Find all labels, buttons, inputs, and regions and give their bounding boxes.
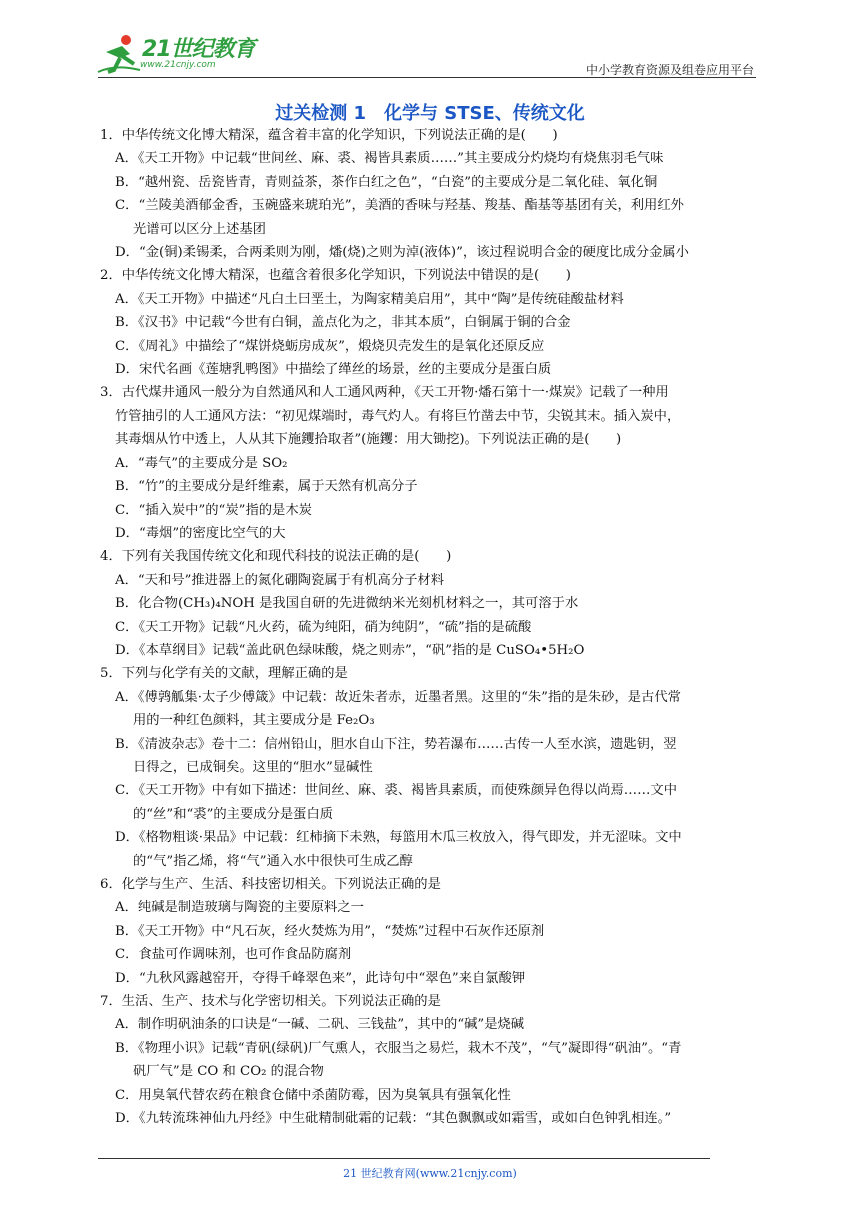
stem-line: 1．中华传统文化博大精深，蕴含着丰富的化学知识，下列说法正确的是( ) — [100, 128, 558, 143]
option-line: 光谱可以区分上述基团 — [133, 221, 266, 237]
option-C[interactable] — [100, 943, 760, 966]
option-A[interactable] — [100, 288, 760, 311]
question-stem — [100, 990, 760, 1013]
page-footer[interactable]: 21 世纪教育网(www.21cnjy.com) — [343, 1167, 517, 1180]
option-line: D．宋代名画《莲塘乳鸭图》中描绘了缂丝的场景，丝的主要成分是蛋白质 — [115, 362, 552, 378]
option-line: B．《天工开物》中“凡石灰，经火焚炼为用”，“焚炼”过程中石灰作还原剂 — [115, 923, 545, 939]
question-4 — [100, 545, 760, 662]
option-C[interactable] — [100, 779, 760, 826]
logo-text: 21世纪教育 — [142, 37, 255, 62]
header-divider — [98, 77, 756, 78]
option-line: 用的一种红色颜料，其主要成分是 Fe₂O₃ — [133, 713, 375, 729]
option-A[interactable] — [100, 686, 760, 733]
stem-line: 7．生活、生产、技术与化学密切相关。下列说法正确的是 — [100, 994, 441, 1010]
option-line: C．“插入炭中”的“炭”指的是木炭 — [115, 502, 312, 518]
option-line: B．《物理小识》记载“青矾(绿矾)厂气熏人，衣服当之易烂，栽木不茂”，“气”凝即得“矾油”。“青 — [115, 1040, 682, 1056]
option-D[interactable] — [100, 241, 760, 264]
question-2 — [100, 264, 760, 381]
option-C[interactable] — [100, 616, 760, 639]
option-line: A．纯碱是制造玻璃与陶瓷的主要原料之一 — [115, 900, 364, 916]
option-B[interactable] — [100, 171, 760, 194]
option-B[interactable] — [100, 592, 760, 615]
option-A[interactable] — [100, 569, 760, 592]
option-line: A．《天工开物》中记载“世间丝、麻、裘、褐皆具素质……”其主要成分灼烧均有烧焦羽毛气味 — [115, 151, 664, 167]
option-D[interactable] — [100, 1107, 760, 1130]
question-3 — [100, 381, 760, 545]
option-D[interactable] — [100, 826, 760, 873]
option-C[interactable] — [100, 194, 760, 241]
site-logo[interactable] — [96, 32, 266, 78]
option-line: B．《清波杂志》卷十二：信州铅山，胆水自山下注，势若瀑布……古传一人至水滨，遗匙钥，翌 — [115, 736, 677, 752]
question-stem — [100, 381, 760, 451]
option-A[interactable] — [100, 896, 760, 919]
option-line: C．《天工开物》中有如下描述：世间丝、麻、裘、褐皆具素质，而使殊颜异色得以尚焉……文中 — [115, 783, 677, 799]
option-line: A．“毒气”的主要成分是 SO₂ — [115, 455, 288, 471]
stem-line: 2．中华传统文化博大精深，也蕴含着很多化学知识，下列说法中错误的是( ) — [100, 268, 571, 284]
option-line: A．“天和号”推进器上的氮化硼陶瓷属于有机高分子材料 — [115, 572, 445, 588]
option-line: D．《格物粗谈·果品》中记载：红柿摘下未熟，每篮用木瓜三枚放入，得气即发，并无涩味。文中 — [115, 830, 682, 846]
option-line: 的“气”指乙烯，将“气”通入水中很快可生成乙醇 — [133, 853, 413, 869]
question-stem — [100, 662, 760, 685]
option-line: 矾厂气”是 CO 和 CO₂ 的混合物 — [133, 1064, 324, 1080]
option-line: B．《汉书》中记载“今世有白铜，盖点化为之，非其本质”，白铜属于铜的合金 — [115, 315, 571, 331]
stem-line: 6．化学与生产、生活、科技密切相关。下列说法正确的是 — [100, 877, 441, 892]
option-A[interactable] — [100, 1013, 760, 1036]
option-line: A．《天工开物》中描述“凡白土曰垩土，为陶家精美启用”，其中“陶”是传统硅酸盐材料 — [115, 291, 624, 307]
option-line: C．食盐可作调味剂，也可作食品防腐剂 — [115, 947, 352, 963]
runner-logo-icon — [96, 34, 142, 74]
option-D[interactable] — [100, 522, 760, 545]
question-7 — [100, 990, 760, 1130]
question-list — [100, 124, 760, 1130]
option-A[interactable] — [100, 452, 760, 475]
question-stem — [100, 545, 760, 568]
stem-line: 其毒烟从竹中透上，人从其下施钁拾取者”(施钁：用大锄挖)。下列说法正确的是( ) — [115, 432, 622, 448]
option-line: D．《本草纲目》记载“盖此矾色绿味酸，烧之则赤”，“矾”指的是 CuSO₄•5H₂O — [115, 642, 585, 658]
option-D[interactable] — [100, 967, 760, 990]
question-1 — [100, 124, 760, 264]
stem-line: 5．下列与化学有关的文献，理解正确的是 — [100, 666, 348, 682]
question-stem — [100, 124, 760, 147]
option-line: D．“金(铜)柔锡柔，合两柔则为刚，燔(烧)之则为淖(液体)”，该过程说明合金的硬度比成分金属小 — [115, 245, 689, 261]
question-stem — [100, 264, 760, 287]
option-A[interactable] — [100, 147, 760, 170]
option-line: D．“九秋风露越窑开，夺得千峰翠色来”，此诗句中“翠色”来自氯酸钾 — [115, 970, 526, 986]
stem-line: 竹管抽引的人工通风方法：“初见煤端时，毒气灼人。有将巨竹凿去中节，尖锐其末。插入炭中， — [115, 408, 681, 424]
footer-divider — [98, 1158, 710, 1159]
page-header — [0, 0, 860, 80]
option-B[interactable] — [100, 475, 760, 498]
option-B[interactable] — [100, 733, 760, 780]
logo-url: www.21cnjy.com — [140, 60, 216, 70]
question-5 — [100, 662, 760, 873]
question-stem — [100, 873, 760, 896]
question-6 — [100, 873, 760, 990]
option-B[interactable] — [100, 311, 760, 334]
option-line: B．化合物(CH₃)₄NOH 是我国自研的先进微纳米光刻机材料之一，其可溶于水 — [115, 596, 579, 612]
option-line: C．《天工开物》记载“凡火药，硫为纯阳，硝为纯阴”，“硫”指的是硫酸 — [115, 619, 532, 635]
option-line: A．《傅鹑觚集·太子少傅箴》中记载：故近朱者赤，近墨者黑。这里的“朱”指的是朱砂，是古代常 — [115, 689, 681, 705]
option-D[interactable] — [100, 639, 760, 662]
option-B[interactable] — [100, 1037, 760, 1084]
option-line: B．“竹”的主要成分是纤维素，属于天然有机高分子 — [115, 479, 418, 495]
platform-name: 中小学教育资源及组卷应用平台 — [585, 63, 754, 77]
option-D[interactable] — [100, 358, 760, 381]
option-line: 的“丝”和“裘”的主要成分是蛋白质 — [133, 806, 334, 822]
page-title: 过关检测 1 化学与 STSE、传统文化 — [275, 103, 585, 124]
option-line: C．“兰陵美酒郁金香，玉碗盛来琥珀光”，美酒的香味与羟基、羧基、酯基等基团有关，利用红外 — [115, 198, 684, 214]
option-C[interactable] — [100, 499, 760, 522]
option-line: C．用臭氧代替农药在粮食仓储中杀菌防霉，因为臭氧具有强氧化性 — [115, 1087, 511, 1103]
option-line: D．“毒烟”的密度比空气的大 — [115, 525, 286, 541]
option-line: 日得之，已成铜矣。这里的“胆水”显碱性 — [133, 759, 373, 775]
stem-line: 3．古代煤井通风一般分为自然通风和人工通风两种，《天工开物·燔石第十一·煤炭》记载了一种用 — [100, 385, 669, 401]
option-C[interactable] — [100, 335, 760, 358]
option-line: D．《九转流珠神仙九丹经》中生砒精制砒霜的记载：“其色飘飘或如霜雪，或如白色钟乳相连。” — [115, 1111, 672, 1127]
option-line: B．“越州瓷、岳瓷皆青，青则益茶，茶作白红之色”，“白瓷”的主要成分是二氧化硅、氧化铜 — [115, 174, 658, 190]
option-line: C．《周礼》中描绘了“煤饼烧蛎房成灰”，煅烧贝壳发生的是氧化还原反应 — [115, 338, 545, 354]
option-C[interactable] — [100, 1084, 760, 1107]
option-B[interactable] — [100, 920, 760, 943]
stem-line: 4．下列有关我国传统文化和现代科技的说法正确的是( ) — [100, 549, 452, 565]
option-line: A．制作明矾油条的口诀是“一碱、二矾、三钱盐”，其中的“碱”是烧碱 — [115, 1017, 525, 1033]
